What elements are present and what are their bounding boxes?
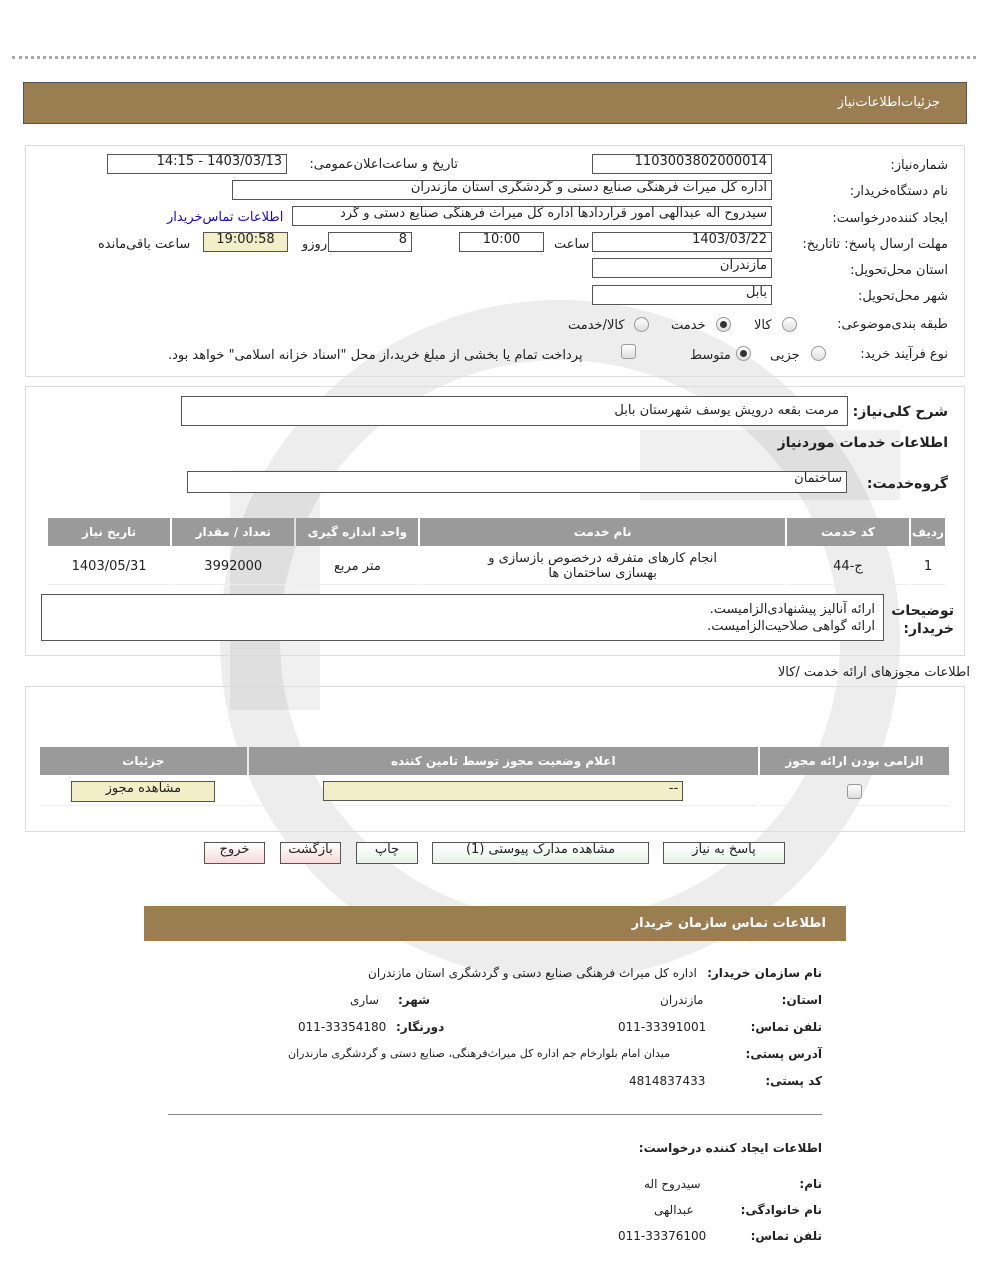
treasury-payment-checkbox[interactable] <box>621 344 636 359</box>
category-radio-goods-service[interactable] <box>634 317 649 332</box>
category-option-service: خدمت <box>671 318 706 333</box>
process-label: نوع فرآیند خرید: <box>860 347 948 362</box>
contact-fax-label: دورنگار: <box>396 1020 445 1034</box>
cell-unit: متر مربع <box>296 548 418 585</box>
org-value: اداره کل میراث فرهنگی صنایع دستی و گردشگری استان مازندران <box>368 966 697 980</box>
cell-code: ج-44 <box>787 548 909 585</box>
top-separator <box>12 56 976 59</box>
attachments-button[interactable]: مشاهده مدارک پیوستی (1) <box>432 842 649 864</box>
contact-address-label: آدرس پستی: <box>745 1047 822 1061</box>
org-label: نام سازمان خریدار: <box>707 966 822 980</box>
col-row: ردیف <box>911 518 945 546</box>
buyer-notes-label: توضیحات خریدار: <box>891 603 954 637</box>
page-header <box>23 82 967 124</box>
creator-family-value: عبدالهی <box>654 1203 694 1217</box>
contact-postal-label: کد پستی: <box>765 1074 822 1088</box>
payment-note: پرداخت تمام یا بخشی از مبلغ خرید،از محل "اسناد خزانه اسلامی" خواهد بود. <box>168 348 583 363</box>
creator-info-title: اطلاعات ایجاد کننده درخواست: <box>638 1141 822 1155</box>
contact-address-value: میدان امام بلوارخام جم اداره کل میراث‌فرهنگی، صنایع دستی و گردشگری مازندران <box>288 1047 670 1060</box>
service-group-field: ساختمان <box>187 471 847 493</box>
view-permit-button[interactable]: مشاهده مجوز <box>71 781 215 802</box>
buyer-contact-title: اطلاعات تماس سازمان خریدار <box>631 916 826 931</box>
page-title: جزئیات‌اطلاعات‌نیاز <box>837 95 940 110</box>
province-label: استان محل‌تحویل: <box>850 263 948 278</box>
buyer-contact-link[interactable]: اطلاعات تماس‌خریدار <box>167 210 284 225</box>
creator-phone-value: 011-33376100 <box>618 1229 707 1243</box>
contact-divider <box>168 1114 822 1115</box>
deadline-time-field: 10:00 <box>459 232 544 252</box>
need-number-field: 1103003802000014 <box>592 154 772 174</box>
cell-date: 1403/05/31 <box>48 548 170 585</box>
cell-row: 1 <box>911 548 945 585</box>
category-radio-goods[interactable] <box>782 317 797 332</box>
table-row <box>48 548 945 585</box>
buyer-note-2: ارائه گواهی صلاحیت‌الزامیست. <box>707 619 875 634</box>
category-option-goods-service: کالا/خدمت <box>568 318 625 333</box>
category-option-goods: کالا <box>754 318 772 333</box>
time-label: ساعت <box>554 237 590 252</box>
announce-label: تاریخ و ساعت‌اعلان‌عمومی: <box>309 157 458 172</box>
deadline-date-field: 1403/03/22 <box>592 232 772 252</box>
services-title: اطلاعات خدمات موردنیاز <box>777 435 948 451</box>
deadline-label: مهلت ارسال پاسخ: تاتاریخ: <box>802 237 948 252</box>
city-field: بابل <box>592 285 772 305</box>
creator-label: ایجاد کننده‌درخواست: <box>832 211 948 226</box>
services-table <box>46 516 947 587</box>
process-radio-medium[interactable] <box>736 346 751 361</box>
contact-postal-value: 4814837433 <box>629 1074 706 1088</box>
permit-status-field[interactable]: -- <box>323 781 683 801</box>
category-radio-service[interactable] <box>716 317 731 332</box>
contact-province-label: استان: <box>781 993 822 1007</box>
creator-family-label: نام خانوادگی: <box>740 1203 822 1217</box>
process-option-medium: متوسط <box>690 348 731 363</box>
buyer-org-field: اداره کل میراث فرهنگی صنایع دستی و گردشگری استان مازندران <box>232 180 772 200</box>
col-permit-required: الزامی بودن ارائه مجوز <box>760 747 949 775</box>
col-name: نام خدمت <box>420 518 784 546</box>
col-date: تاریخ نیاز <box>48 518 170 546</box>
creator-field: سیدروح اله عبدالهی امور قراردادها اداره کل میراث فرهنگی صنایع دستی و گرد <box>292 206 772 226</box>
process-option-minor: جزیی <box>770 348 800 363</box>
creator-name-label: نام: <box>799 1177 822 1191</box>
buyer-contact-header <box>144 906 846 941</box>
buyer-note-1: ارائه آنالیز پیشنهادی‌الزامیست. <box>709 602 875 617</box>
remaining-label: ساعت باقی‌مانده <box>98 237 191 252</box>
city-label: شهر محل‌تحویل: <box>858 289 948 304</box>
contact-city-value: ساری <box>350 993 379 1007</box>
remaining-time-field: 19:00:58 <box>203 232 288 252</box>
permit-required-checkbox[interactable] <box>847 784 862 799</box>
creator-name-value: سیدروح اله <box>644 1177 701 1191</box>
process-radio-minor[interactable] <box>811 346 826 361</box>
category-label: طبقه بندی‌موضوعی: <box>837 317 948 332</box>
summary-field: مرمت بقعه درویش یوسف شهرستان بابل <box>181 396 848 426</box>
col-permit-status: اعلام وضعیت مجوز توسط تامین کننده <box>249 747 758 775</box>
contact-phone-value: 011-33391001 <box>618 1020 707 1034</box>
buyer-org-label: نام دستگاه‌خریدار: <box>849 184 948 199</box>
permit-row <box>40 777 949 806</box>
contact-phone-label: تلفن تماس: <box>750 1020 822 1034</box>
col-permit-details: جزئیات <box>40 747 247 775</box>
col-qty: تعداد / مقدار <box>172 518 294 546</box>
col-unit: واحد اندازه گیری <box>296 518 418 546</box>
col-code: کد خدمت <box>787 518 909 546</box>
days-label: روزو <box>302 237 328 252</box>
reply-button[interactable]: پاسخ به نیاز <box>663 842 785 864</box>
contact-fax-value: 011-33354180 <box>298 1020 387 1034</box>
service-group-label: گروه‌خدمت: <box>866 476 948 492</box>
buyer-notes-field <box>41 594 884 641</box>
cell-name: انجام کارهای متفرقه درخصوص بازسازی و بهسازی ساختمان ها <box>420 548 784 585</box>
summary-label: شرح کلی‌نیاز: <box>852 404 948 420</box>
announce-field: 1403/03/13 - 14:15 <box>107 154 287 174</box>
province-field: مازندران <box>592 258 772 278</box>
exit-button[interactable]: خروج <box>204 842 265 864</box>
days-field: 8 <box>328 232 412 252</box>
contact-province-value: مازندران <box>660 993 704 1007</box>
back-button[interactable]: بازگشت <box>280 842 341 864</box>
print-button[interactable]: چاپ <box>356 842 418 864</box>
cell-qty: 3992000 <box>172 548 294 585</box>
permits-title: اطلاعات مجوزهای ارائه خدمت /کالا <box>777 665 970 680</box>
permits-table <box>38 745 951 808</box>
creator-phone-label: تلفن تماس: <box>750 1229 822 1243</box>
contact-city-label: شهر: <box>398 993 430 1007</box>
need-number-label: شماره‌نیاز: <box>890 158 948 173</box>
